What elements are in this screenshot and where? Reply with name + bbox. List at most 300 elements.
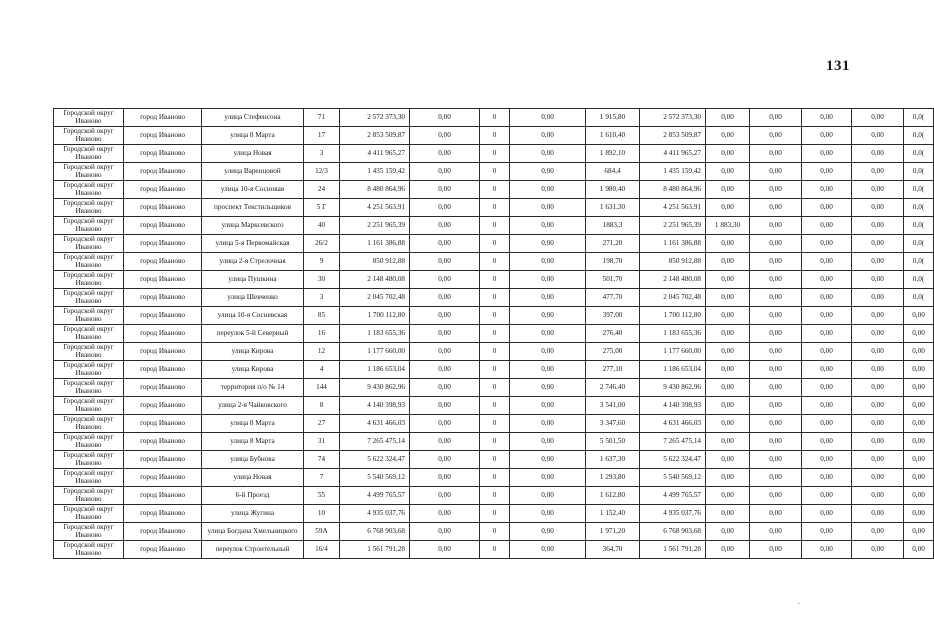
amount-cell: 0,00 bbox=[852, 307, 904, 325]
locality-cell: город Иваново bbox=[124, 433, 202, 451]
area-cell: 501,70 bbox=[586, 271, 640, 289]
amount-cell: 0,00 bbox=[852, 523, 904, 541]
amount-cell: 0,00 bbox=[750, 199, 802, 217]
count-cell: 0 bbox=[480, 235, 510, 253]
table-row bbox=[54, 523, 934, 541]
locality-cell: город Иваново bbox=[124, 289, 202, 307]
cost-cell: 2 045 702,48 bbox=[640, 289, 706, 307]
house-number-cell: 17 bbox=[304, 127, 340, 145]
locality-cell: город Иваново bbox=[124, 343, 202, 361]
amount-cell: 0,00 bbox=[802, 343, 852, 361]
municipality-cell: Городской округ Иваново bbox=[54, 541, 124, 559]
area-cell: 397,00 bbox=[586, 307, 640, 325]
amount-cell: 0,00 bbox=[510, 469, 586, 487]
street-cell: улица 8 Марта bbox=[202, 127, 304, 145]
amount-cell: 0,00 bbox=[852, 127, 904, 145]
amount-cell: 0,00 bbox=[510, 379, 586, 397]
amount-cell: 0,00 bbox=[904, 397, 934, 415]
locality-cell: город Иваново bbox=[124, 415, 202, 433]
amount-cell: 0,00 bbox=[802, 397, 852, 415]
amount-cell: 0,00 bbox=[750, 379, 802, 397]
area-cell: 477,70 bbox=[586, 289, 640, 307]
amount-cell: 0,00 bbox=[802, 199, 852, 217]
amount-cell: 0,00 bbox=[904, 505, 934, 523]
street-cell: улица 5-я Первомайская bbox=[202, 235, 304, 253]
street-cell: улица Жугина bbox=[202, 505, 304, 523]
table-row bbox=[54, 451, 934, 469]
amount-cell: 0,00 bbox=[410, 145, 480, 163]
street-cell: улица 8 Марта bbox=[202, 433, 304, 451]
house-number-cell: 3 bbox=[304, 145, 340, 163]
area-cell: 1 971,20 bbox=[586, 523, 640, 541]
count-cell: 0 bbox=[480, 541, 510, 559]
amount-cell: 0,00 bbox=[410, 505, 480, 523]
amount-cell: 0,0( bbox=[904, 271, 934, 289]
total-cost-cell: 1 177 660,00 bbox=[340, 343, 410, 361]
area-cell: 1 892,10 bbox=[586, 145, 640, 163]
house-number-cell: 71 bbox=[304, 109, 340, 127]
amount-cell: 0,00 bbox=[706, 451, 750, 469]
area-cell: 1 637,30 bbox=[586, 451, 640, 469]
amount-cell: 0,00 bbox=[410, 181, 480, 199]
amount-cell: 0,00 bbox=[706, 343, 750, 361]
amount-cell: 0,00 bbox=[510, 451, 586, 469]
amount-cell: 0,00 bbox=[852, 541, 904, 559]
amount-cell: 0,00 bbox=[750, 271, 802, 289]
amount-cell: 0,00 bbox=[852, 109, 904, 127]
amount-cell: 0,00 bbox=[750, 289, 802, 307]
locality-cell: город Иваново bbox=[124, 451, 202, 469]
count-cell: 0 bbox=[480, 199, 510, 217]
street-cell: улица Кирова bbox=[202, 361, 304, 379]
amount-cell: 0,00 bbox=[410, 379, 480, 397]
amount-cell: 0,00 bbox=[510, 109, 586, 127]
amount-cell: 0,00 bbox=[410, 397, 480, 415]
amount-cell: 0,00 bbox=[852, 145, 904, 163]
count-cell: 0 bbox=[480, 415, 510, 433]
amount-cell: 0,0( bbox=[904, 289, 934, 307]
area-cell: 1 631,30 bbox=[586, 199, 640, 217]
street-cell: улица Варенцовой bbox=[202, 163, 304, 181]
amount-cell: 0,00 bbox=[852, 253, 904, 271]
amount-cell: 0,00 bbox=[410, 451, 480, 469]
table-row bbox=[54, 217, 934, 235]
amount-cell: 0,00 bbox=[904, 451, 934, 469]
amount-cell: 0,00 bbox=[802, 145, 852, 163]
amount-cell: 1 883,30 bbox=[706, 217, 750, 235]
amount-cell: 0,00 bbox=[706, 253, 750, 271]
street-cell: улица Кирова bbox=[202, 343, 304, 361]
total-cost-cell: 5 540 569,12 bbox=[340, 469, 410, 487]
amount-cell: 0,00 bbox=[750, 343, 802, 361]
amount-cell: 0,00 bbox=[510, 289, 586, 307]
amount-cell: 0,00 bbox=[802, 379, 852, 397]
area-cell: 3 347,60 bbox=[586, 415, 640, 433]
street-cell: улица 2-я Чайковского bbox=[202, 397, 304, 415]
total-cost-cell: 2 045 702,48 bbox=[340, 289, 410, 307]
count-cell: 0 bbox=[480, 127, 510, 145]
locality-cell: город Иваново bbox=[124, 325, 202, 343]
street-cell: улица Шевченко bbox=[202, 289, 304, 307]
amount-cell: 0,00 bbox=[510, 397, 586, 415]
area-cell: 198,70 bbox=[586, 253, 640, 271]
cost-cell: 8 480 864,96 bbox=[640, 181, 706, 199]
total-cost-cell: 1 700 112,80 bbox=[340, 307, 410, 325]
locality-cell: город Иваново bbox=[124, 271, 202, 289]
table-row bbox=[54, 163, 934, 181]
house-number-cell: 16 bbox=[304, 325, 340, 343]
table-row bbox=[54, 505, 934, 523]
amount-cell: 0,00 bbox=[750, 523, 802, 541]
amount-cell: 0,00 bbox=[750, 397, 802, 415]
amount-cell: 0,0( bbox=[904, 109, 934, 127]
house-number-cell: 8 bbox=[304, 397, 340, 415]
amount-cell: 0,00 bbox=[852, 271, 904, 289]
amount-cell: 0,00 bbox=[410, 307, 480, 325]
street-cell: улица 8 Марта bbox=[202, 415, 304, 433]
amount-cell: 0,00 bbox=[706, 163, 750, 181]
amount-cell: 0,00 bbox=[706, 469, 750, 487]
house-number-cell: 5 Г bbox=[304, 199, 340, 217]
locality-cell: город Иваново bbox=[124, 145, 202, 163]
municipality-cell: Городской округ Иваново bbox=[54, 109, 124, 127]
amount-cell: 0,00 bbox=[750, 127, 802, 145]
total-cost-cell: 4 140 398,93 bbox=[340, 397, 410, 415]
area-cell: 1 980,40 bbox=[586, 181, 640, 199]
amount-cell: 0,00 bbox=[510, 307, 586, 325]
area-cell: 1 152,40 bbox=[586, 505, 640, 523]
table-row bbox=[54, 487, 934, 505]
amount-cell: 0,00 bbox=[904, 379, 934, 397]
street-cell: проспект Текстильщиков bbox=[202, 199, 304, 217]
cost-cell: 4 411 965,27 bbox=[640, 145, 706, 163]
street-cell: улица Стефенсона bbox=[202, 109, 304, 127]
municipality-cell: Городской округ Иваново bbox=[54, 217, 124, 235]
amount-cell: 0,00 bbox=[750, 307, 802, 325]
locality-cell: город Иваново bbox=[124, 397, 202, 415]
amount-cell: 0,00 bbox=[410, 253, 480, 271]
total-cost-cell: 2 148 480,08 bbox=[340, 271, 410, 289]
amount-cell: 0,00 bbox=[510, 181, 586, 199]
count-cell: 0 bbox=[480, 469, 510, 487]
table-row bbox=[54, 235, 934, 253]
amount-cell: 0,00 bbox=[852, 469, 904, 487]
amount-cell: 0,00 bbox=[802, 361, 852, 379]
cost-cell: 4 251 563,91 bbox=[640, 199, 706, 217]
amount-cell: 0,00 bbox=[802, 253, 852, 271]
total-cost-cell: 4 411 965,27 bbox=[340, 145, 410, 163]
amount-cell: 0,00 bbox=[852, 343, 904, 361]
area-cell: 5 501,50 bbox=[586, 433, 640, 451]
amount-cell: 0,00 bbox=[410, 469, 480, 487]
total-cost-cell: 2 251 965,39 bbox=[340, 217, 410, 235]
municipality-cell: Городской округ Иваново bbox=[54, 415, 124, 433]
house-number-cell: 31 bbox=[304, 433, 340, 451]
registry-table-body bbox=[54, 109, 934, 559]
amount-cell: 0,0( bbox=[904, 235, 934, 253]
street-cell: улица Новая bbox=[202, 469, 304, 487]
amount-cell: 0,00 bbox=[904, 541, 934, 559]
amount-cell: 0,00 bbox=[706, 415, 750, 433]
area-cell: 1 612,80 bbox=[586, 487, 640, 505]
amount-cell: 0,00 bbox=[410, 271, 480, 289]
locality-cell: город Иваново bbox=[124, 379, 202, 397]
amount-cell: 0,00 bbox=[802, 307, 852, 325]
house-number-cell: 12/3 bbox=[304, 163, 340, 181]
area-cell: 364,70 bbox=[586, 541, 640, 559]
locality-cell: город Иваново bbox=[124, 127, 202, 145]
count-cell: 0 bbox=[480, 433, 510, 451]
locality-cell: город Иваново bbox=[124, 199, 202, 217]
cost-cell: 2 251 965,39 bbox=[640, 217, 706, 235]
amount-cell: 0,00 bbox=[750, 361, 802, 379]
amount-cell: 0,00 bbox=[750, 541, 802, 559]
amount-cell: 0,00 bbox=[904, 433, 934, 451]
table-row bbox=[54, 469, 934, 487]
amount-cell: 0,00 bbox=[852, 379, 904, 397]
amount-cell: 0,00 bbox=[410, 541, 480, 559]
amount-cell: 0,00 bbox=[802, 433, 852, 451]
house-number-cell: 3 bbox=[304, 289, 340, 307]
amount-cell: 0,00 bbox=[750, 163, 802, 181]
table-row bbox=[54, 361, 934, 379]
area-cell: 276,40 bbox=[586, 325, 640, 343]
amount-cell: 0,00 bbox=[510, 235, 586, 253]
cost-cell: 1 161 386,88 bbox=[640, 235, 706, 253]
amount-cell: 0,00 bbox=[410, 109, 480, 127]
total-cost-cell: 1 561 791,28 bbox=[340, 541, 410, 559]
amount-cell: 0,0( bbox=[904, 127, 934, 145]
table-row bbox=[54, 199, 934, 217]
amount-cell: 0,00 bbox=[852, 235, 904, 253]
amount-cell: 0,00 bbox=[802, 217, 852, 235]
street-cell: улица Бубнова bbox=[202, 451, 304, 469]
amount-cell: 0,00 bbox=[750, 415, 802, 433]
amount-cell: 0,00 bbox=[510, 199, 586, 217]
count-cell: 0 bbox=[480, 253, 510, 271]
cost-cell: 7 265 475,14 bbox=[640, 433, 706, 451]
cost-cell: 2 853 509,87 bbox=[640, 127, 706, 145]
amount-cell: 0,00 bbox=[802, 415, 852, 433]
amount-cell: 0,00 bbox=[706, 433, 750, 451]
amount-cell: 0,00 bbox=[750, 217, 802, 235]
amount-cell: 0,00 bbox=[904, 415, 934, 433]
house-number-cell: 26/2 bbox=[304, 235, 340, 253]
count-cell: 0 bbox=[480, 451, 510, 469]
amount-cell: 0,00 bbox=[410, 289, 480, 307]
total-cost-cell: 4 631 466,03 bbox=[340, 415, 410, 433]
house-number-cell: 7 bbox=[304, 469, 340, 487]
house-number-cell: 9 bbox=[304, 253, 340, 271]
area-cell: 277,10 bbox=[586, 361, 640, 379]
amount-cell: 0,00 bbox=[706, 541, 750, 559]
amount-cell: 0,00 bbox=[706, 307, 750, 325]
locality-cell: город Иваново bbox=[124, 541, 202, 559]
amount-cell: 0,00 bbox=[706, 379, 750, 397]
street-cell: улица Марксевского bbox=[202, 217, 304, 235]
amount-cell: 0,00 bbox=[706, 181, 750, 199]
area-cell: 684,4 bbox=[586, 163, 640, 181]
amount-cell: 0,00 bbox=[904, 307, 934, 325]
total-cost-cell: 1 183 655,36 bbox=[340, 325, 410, 343]
house-number-cell: 24 bbox=[304, 181, 340, 199]
amount-cell: 0,00 bbox=[410, 325, 480, 343]
cost-cell: 850 912,88 bbox=[640, 253, 706, 271]
amount-cell: 0,00 bbox=[410, 217, 480, 235]
amount-cell: 0,00 bbox=[750, 181, 802, 199]
house-number-cell: 40 bbox=[304, 217, 340, 235]
cost-cell: 5 622 324,47 bbox=[640, 451, 706, 469]
amount-cell: 0,00 bbox=[852, 199, 904, 217]
amount-cell: 0,0( bbox=[904, 199, 934, 217]
house-number-cell: 144 bbox=[304, 379, 340, 397]
amount-cell: 0,00 bbox=[410, 127, 480, 145]
amount-cell: 0,00 bbox=[510, 127, 586, 145]
amount-cell: 0,00 bbox=[852, 415, 904, 433]
area-cell: 1883,3 bbox=[586, 217, 640, 235]
amount-cell: 0,00 bbox=[510, 361, 586, 379]
amount-cell: 0,00 bbox=[750, 109, 802, 127]
cost-cell: 5 540 569,12 bbox=[640, 469, 706, 487]
amount-cell: 0,00 bbox=[904, 523, 934, 541]
amount-cell: 0,00 bbox=[706, 235, 750, 253]
table-row bbox=[54, 307, 934, 325]
amount-cell: 0,00 bbox=[510, 523, 586, 541]
amount-cell: 0,0( bbox=[904, 217, 934, 235]
amount-cell: 0,00 bbox=[706, 487, 750, 505]
amount-cell: 0,00 bbox=[510, 271, 586, 289]
amount-cell: 0,00 bbox=[802, 109, 852, 127]
amount-cell: 0,00 bbox=[852, 325, 904, 343]
amount-cell: 0,00 bbox=[802, 451, 852, 469]
table-row bbox=[54, 127, 934, 145]
total-cost-cell: 2 572 373,30 bbox=[340, 109, 410, 127]
locality-cell: город Иваново bbox=[124, 307, 202, 325]
street-cell: улица Новая bbox=[202, 145, 304, 163]
cost-cell: 1 435 159,42 bbox=[640, 163, 706, 181]
amount-cell: 0,00 bbox=[852, 163, 904, 181]
locality-cell: город Иваново bbox=[124, 361, 202, 379]
amount-cell: 0,00 bbox=[802, 235, 852, 253]
house-number-cell: 30 bbox=[304, 271, 340, 289]
total-cost-cell: 2 853 509,87 bbox=[340, 127, 410, 145]
count-cell: 0 bbox=[480, 145, 510, 163]
amount-cell: 0,00 bbox=[706, 145, 750, 163]
amount-cell: 0,00 bbox=[750, 505, 802, 523]
count-cell: 0 bbox=[480, 397, 510, 415]
amount-cell: 0,00 bbox=[904, 325, 934, 343]
amount-cell: 0,00 bbox=[706, 127, 750, 145]
amount-cell: 0,00 bbox=[706, 523, 750, 541]
count-cell: 0 bbox=[480, 307, 510, 325]
municipality-cell: Городской округ Иваново bbox=[54, 433, 124, 451]
cost-cell: 4 140 398,93 bbox=[640, 397, 706, 415]
table-row bbox=[54, 433, 934, 451]
cost-cell: 1 186 653,04 bbox=[640, 361, 706, 379]
street-cell: улица Богдана Хмельницкого bbox=[202, 523, 304, 541]
amount-cell: 0,00 bbox=[802, 325, 852, 343]
amount-cell: 0,00 bbox=[706, 199, 750, 217]
amount-cell: 0,00 bbox=[852, 505, 904, 523]
total-cost-cell: 6 768 903,68 bbox=[340, 523, 410, 541]
amount-cell: 0,00 bbox=[904, 469, 934, 487]
amount-cell: 0,00 bbox=[510, 325, 586, 343]
municipality-cell: Городской округ Иваново bbox=[54, 397, 124, 415]
house-number-cell: 85 bbox=[304, 307, 340, 325]
table-row bbox=[54, 253, 934, 271]
amount-cell: 0,00 bbox=[802, 505, 852, 523]
amount-cell: 0,00 bbox=[750, 487, 802, 505]
amount-cell: 0,00 bbox=[802, 163, 852, 181]
area-cell: 275,00 bbox=[586, 343, 640, 361]
municipality-cell: Городской округ Иваново bbox=[54, 307, 124, 325]
count-cell: 0 bbox=[480, 505, 510, 523]
cost-cell: 1 700 112,80 bbox=[640, 307, 706, 325]
municipality-cell: Городской округ Иваново bbox=[54, 181, 124, 199]
amount-cell: 0,00 bbox=[750, 253, 802, 271]
cost-cell: 2 148 480,08 bbox=[640, 271, 706, 289]
amount-cell: 0,00 bbox=[510, 163, 586, 181]
total-cost-cell: 9 430 862,96 bbox=[340, 379, 410, 397]
municipality-cell: Городской округ Иваново bbox=[54, 235, 124, 253]
count-cell: 0 bbox=[480, 325, 510, 343]
cost-cell: 4 935 037,76 bbox=[640, 505, 706, 523]
amount-cell: 0,00 bbox=[410, 361, 480, 379]
municipality-cell: Городской округ Иваново bbox=[54, 271, 124, 289]
cost-cell: 4 499 765,57 bbox=[640, 487, 706, 505]
amount-cell: 0,00 bbox=[750, 469, 802, 487]
amount-cell: 0,00 bbox=[852, 361, 904, 379]
municipality-cell: Городской округ Иваново bbox=[54, 127, 124, 145]
amount-cell: 0,00 bbox=[750, 325, 802, 343]
house-number-cell: 59А bbox=[304, 523, 340, 541]
amount-cell: 0,00 bbox=[852, 397, 904, 415]
amount-cell: 0,00 bbox=[802, 469, 852, 487]
municipality-cell: Городской округ Иваново bbox=[54, 343, 124, 361]
street-cell: 6-й Проезд bbox=[202, 487, 304, 505]
table-row bbox=[54, 397, 934, 415]
count-cell: 0 bbox=[480, 289, 510, 307]
amount-cell: 0,00 bbox=[802, 271, 852, 289]
cost-cell: 9 430 862,96 bbox=[640, 379, 706, 397]
street-cell: переулок Строительный bbox=[202, 541, 304, 559]
total-cost-cell: 850 912,88 bbox=[340, 253, 410, 271]
municipality-cell: Городской округ Иваново bbox=[54, 253, 124, 271]
table-row bbox=[54, 181, 934, 199]
scan-speck bbox=[798, 603, 800, 604]
house-number-cell: 4 bbox=[304, 361, 340, 379]
amount-cell: 0,00 bbox=[706, 109, 750, 127]
area-cell: 271,20 bbox=[586, 235, 640, 253]
locality-cell: город Иваново bbox=[124, 469, 202, 487]
amount-cell: 0,00 bbox=[802, 289, 852, 307]
amount-cell: 0,00 bbox=[510, 415, 586, 433]
amount-cell: 0,00 bbox=[706, 505, 750, 523]
area-cell: 1 610,40 bbox=[586, 127, 640, 145]
count-cell: 0 bbox=[480, 109, 510, 127]
amount-cell: 0,0( bbox=[904, 145, 934, 163]
amount-cell: 0,00 bbox=[410, 163, 480, 181]
locality-cell: город Иваново bbox=[124, 109, 202, 127]
locality-cell: город Иваново bbox=[124, 253, 202, 271]
locality-cell: город Иваново bbox=[124, 523, 202, 541]
locality-cell: город Иваново bbox=[124, 505, 202, 523]
table-row bbox=[54, 415, 934, 433]
locality-cell: город Иваново bbox=[124, 163, 202, 181]
amount-cell: 0,00 bbox=[510, 433, 586, 451]
house-number-cell: 55 bbox=[304, 487, 340, 505]
amount-cell: 0,00 bbox=[510, 145, 586, 163]
